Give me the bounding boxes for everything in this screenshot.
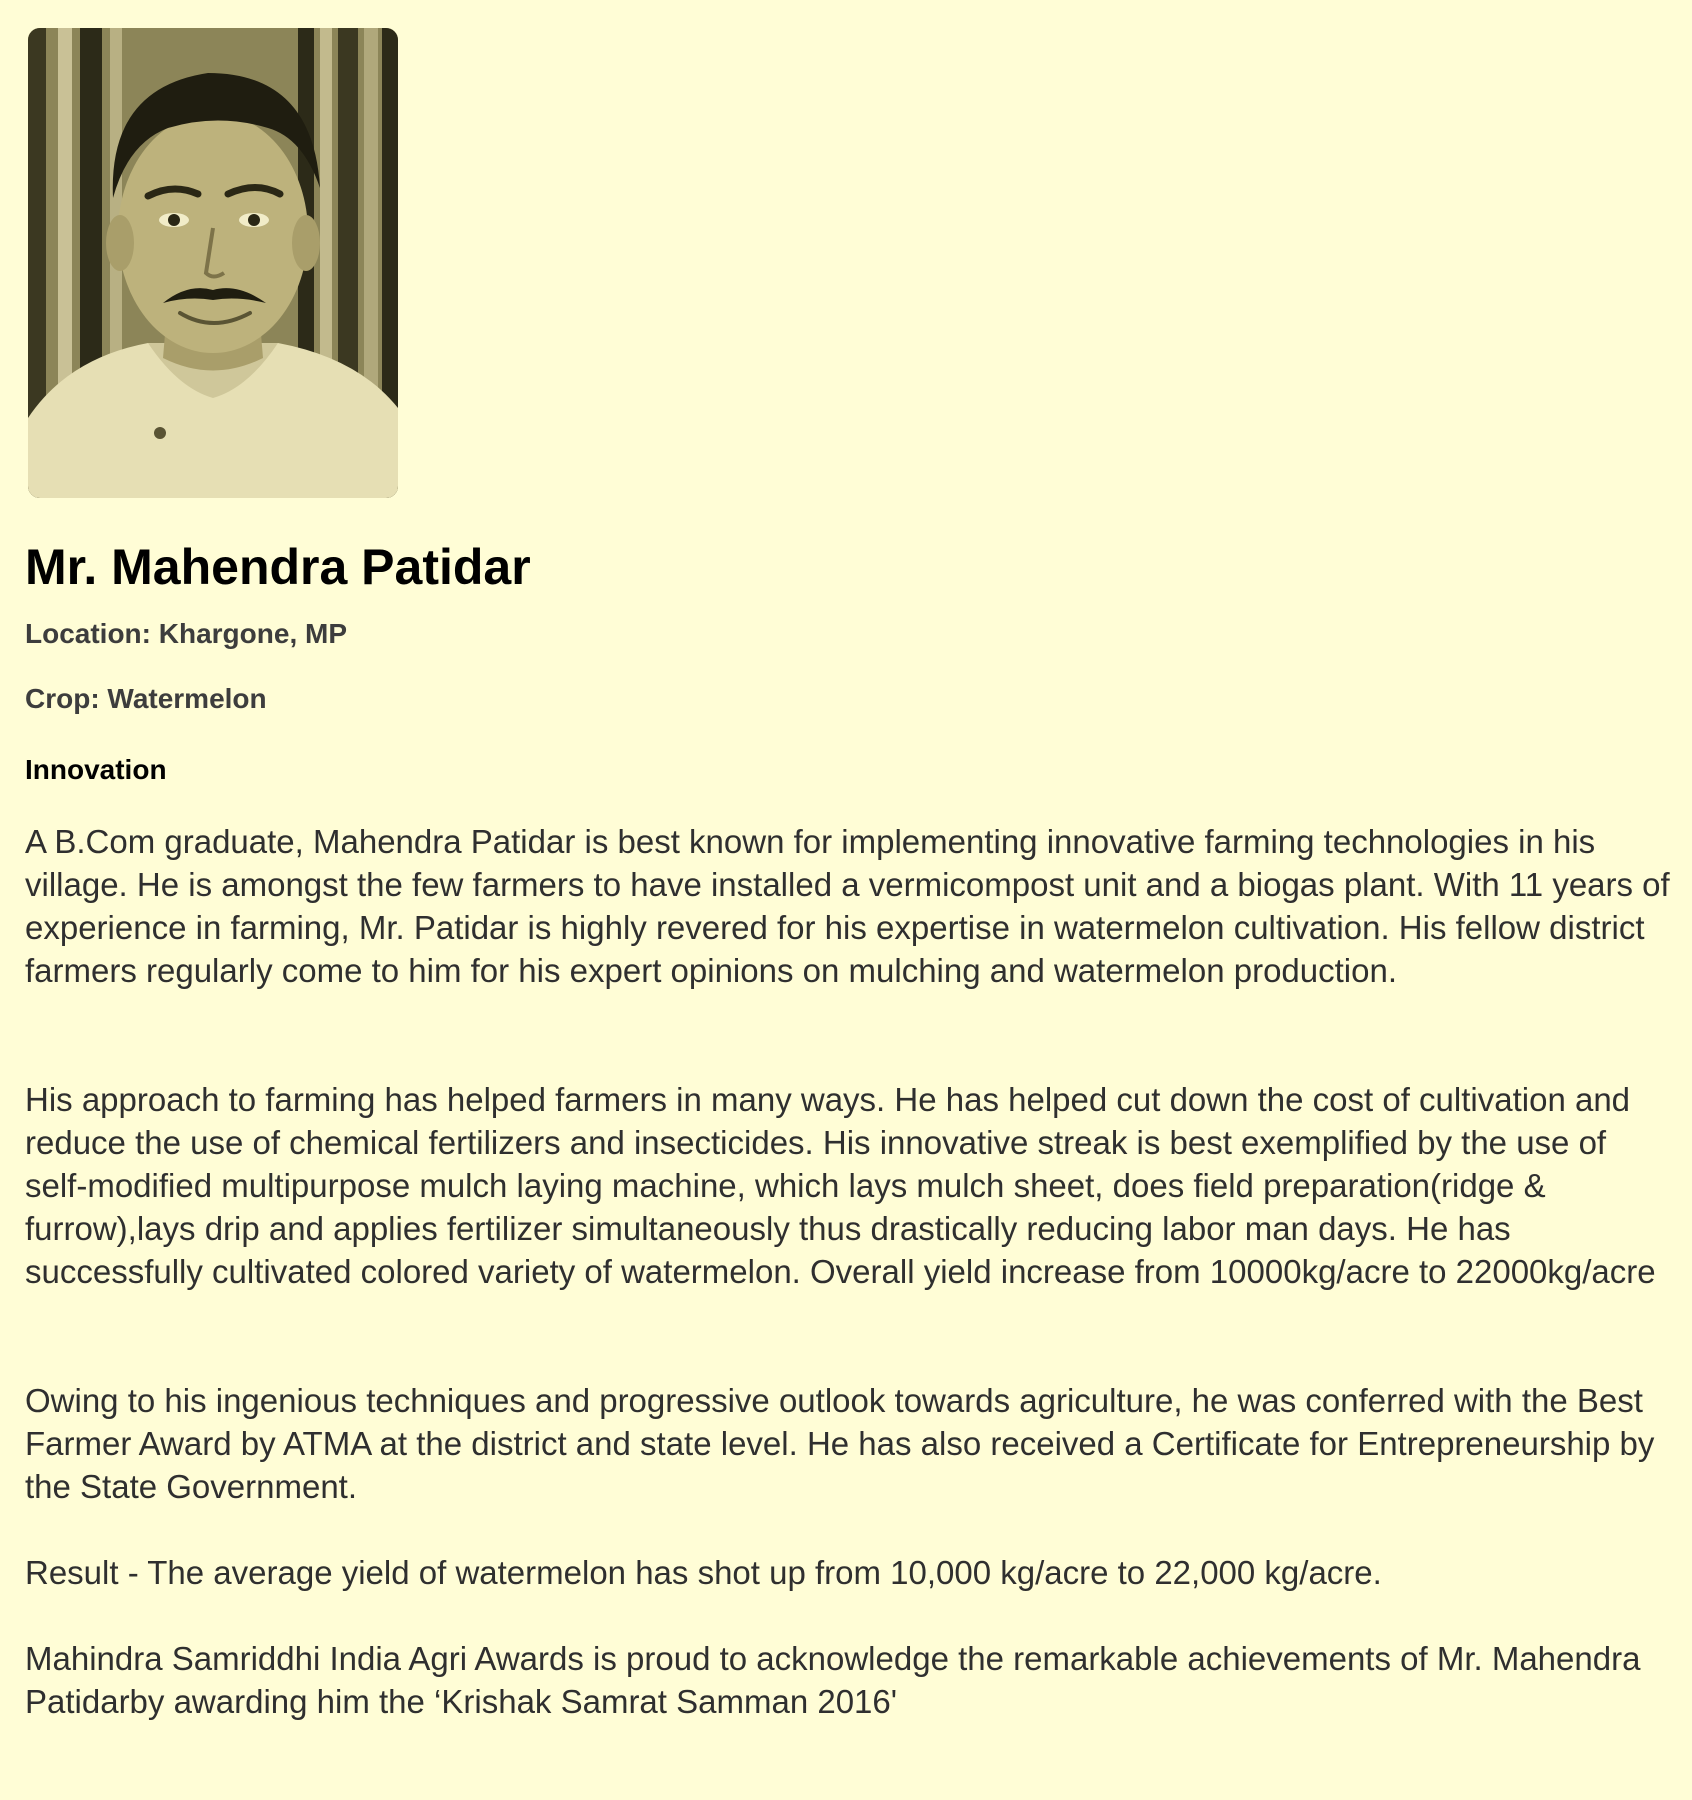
section-heading-innovation: Innovation [25, 754, 167, 785]
profile-photo [28, 28, 398, 498]
portrait-image [28, 28, 398, 498]
paragraph-acknowledgement: Mahindra Samriddhi India Agri Awards is proud to acknowledge the remarkable achievements of Mr. Mahendra Patidarby awarding him the ‘Krishak Samrat Samman 2016' [25, 1640, 1641, 1720]
crop-label: Crop: Watermelon [25, 683, 267, 714]
paragraph-background: A B.Com graduate, Mahendra Patidar is best known for implementing innovative farming technologies in his village. He is amongst the few farmers to have installed a vermicompost unit and a biogas plant. With 11 years of experience in farming, Mr. Patidar is highly revered for his expertise in watermelon cultivation. His fellow district farmers regularly come to him for his expert opinions on mulching and watermelon production. [25, 823, 1670, 989]
paragraph-approach: His approach to farming has helped farmers in many ways. He has helped cut down the cost of cultivation and reduce the use of chemical fertilizers and insecticides. His innovative streak is best exemplified by the use of self-modified multipurpose mulch laying machine, which lays mulch sheet, does field preparation(ridge & furrow),lays drip and applies fertilizer simultaneously thus drastically reducing labor man days. He has successfully cultivated colored variety of watermelon. Overall yield increase from 10000kg/acre to 22000kg/acre [25, 1081, 1656, 1290]
paragraph-result: Result - The average yield of watermelon has shot up from 10,000 kg/acre to 22,000 kg/acre. [25, 1554, 1382, 1591]
location-label: Location: Khargone, MP [25, 618, 347, 649]
paragraph-awards: Owing to his ingenious techniques and progressive outlook towards agriculture, he was conferred with the Best Farmer Award by ATMA at the district and state level. He has also received a Certificate for Entrepreneurship by the State Government. [25, 1382, 1655, 1505]
farmer-name: Mr. Mahendra Patidar [25, 539, 531, 595]
